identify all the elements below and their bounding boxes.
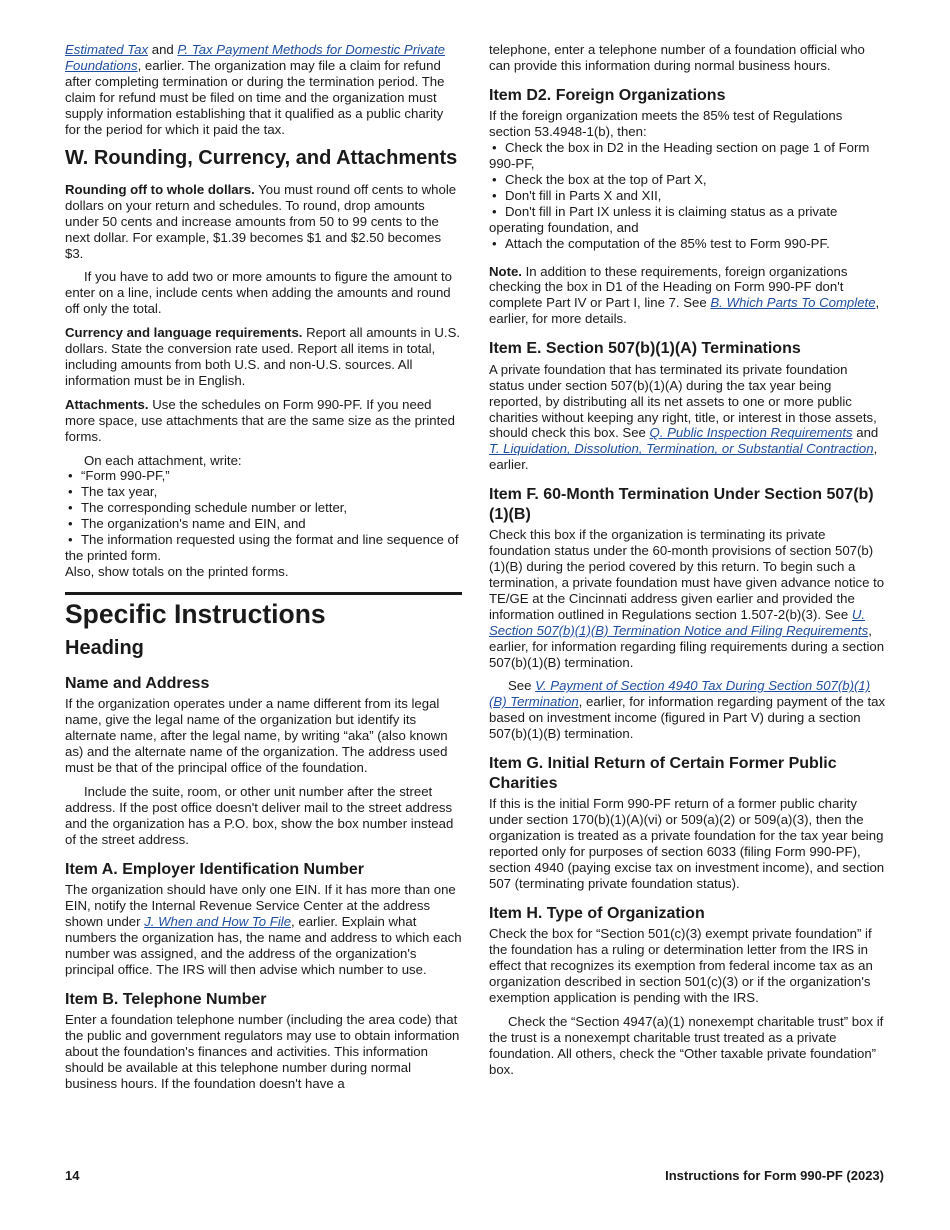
heading-title: Heading xyxy=(65,636,144,659)
link-when-how-to-file[interactable]: J. When and How To File xyxy=(144,913,292,929)
currency-label: Currency and language requirements. xyxy=(65,325,303,341)
item-g-title: Item G. Initial Return of Certain Former Public Charities xyxy=(489,755,837,792)
rounding-paragraph-2: If you have to add two or more amounts to figure the amount to enter on a line, include cents when adding the amounts and round off only the total. xyxy=(65,269,452,317)
list-item: • The organization's name and EIN, and xyxy=(65,516,462,532)
item-h-title: Item H. Type of Organization xyxy=(489,904,705,922)
item-a-paragraph: The organization should have only one EIN. If it has more than one EIN, notify the Internal Revenue Service Center at the address shown under J. When and How To File, earlier. Explain what numbers the organization has, the name and address to which each number was assigned, and the address of the organization's principal office. The IRS will then advise which number to use. xyxy=(65,882,462,977)
item-a-title: Item A. Employer Identification Number xyxy=(65,860,365,878)
rounding-paragraph: Rounding off to whole dollars. You must round off cents to whole dollars on your return and schedules. To round, drop amounts under 50 cents and increase amounts from 50 to 99 cents to the next dollar. For example, $1.39 becomes $1 and $2.50 becomes $3. xyxy=(65,181,457,261)
link-termination-notice[interactable]: U. Section 507(b)(1)(B) Termination Notice and Filing Requirements xyxy=(489,606,869,638)
item-e-title: Item E. Section 507(b)(1)(A) Terminations xyxy=(489,340,801,358)
note-label: Note. xyxy=(489,263,522,279)
attachments-paragraph: Attachments. Use the schedules on Form 990-PF. If you need more space, use attachments that are the same size as the printed forms. xyxy=(65,396,455,444)
section-w-title: W. Rounding, Currency, and Attachments xyxy=(65,147,458,170)
intro-paragraph: Estimated Tax and P. Tax Payment Methods for Domestic Private Foundations, earlier. The organization may file a claim for refund after completing termination or during the termination period. The claim for refund must be filed on time and the organization must supply information establishing that it qualified as a public charity for the period for which it paid the tax. xyxy=(65,42,445,137)
item-e-paragraph: A private foundation that has terminated its private foundation status under section 507(b)(1)(A) during the tax year being reported, by distributing all its net assets to one or more public charities without keeping any right, title, or interest in those assets, should check this box. See Q. Public Inspection Requirements and T. Liquidation, Dissolution, Termination, or Substantial Contraction, earlier. xyxy=(489,361,879,473)
item-h-paragraph-2: Check the “Section 4947(a)(1) nonexempt charitable trust” box if the trust is a nonexempt charitable trust treated as a private foundation. All others, check the “Other taxable private foundation” box. xyxy=(489,1013,884,1077)
link-estimated-tax[interactable]: Estimated Tax xyxy=(65,42,149,57)
attachment-bullet-list xyxy=(65,468,462,563)
page-number: 14 xyxy=(65,1168,80,1183)
item-h-paragraph-1: Check the box for “Section 501(c)(3) exempt private foundation” if the foundation has a ruling or determination letter from the IRS in effect that recognizes its exemption from federal income tax as an organization described in section 501(c)(3) or if the organization's exemption application is pending with the IRS. xyxy=(489,926,873,1005)
note-paragraph: Note. In addition to these requirements, foreign organizations checking the box in D1 of the Heading on Form 990-PF don't complete Part IV or Part I, line 7. See B. Which Parts To Complete, earlier, for more details. xyxy=(489,263,880,327)
link-payment-section-4940[interactable]: V. Payment of Section 4940 Tax During Section 507(b)(1)(B) Termination xyxy=(489,678,871,710)
specific-instructions-title: Specific Instructions xyxy=(65,592,462,629)
link-public-inspection-requirements[interactable]: Q. Public Inspection Requirements xyxy=(649,425,853,441)
left-column xyxy=(65,42,462,1100)
item-b-continued: telephone, enter a telephone number of a foundation official who can provide this information during normal business hours. xyxy=(489,42,865,73)
link-tax-payment-methods[interactable]: P. Tax Payment Methods for Domestic Private Foundations xyxy=(65,42,445,73)
link-which-parts-to-complete[interactable]: B. Which Parts To Complete xyxy=(710,295,876,311)
item-d2-title: Item D2. Foreign Organizations xyxy=(489,86,726,104)
name-address-title: Name and Address xyxy=(65,674,210,692)
item-b-paragraph: Enter a foundation telephone number (including the area code) that the public and government regulators may use to obtain information about the foundation's finances and activities. This information should be available at this telephone number during normal business hours. If the foundation doesn't have a xyxy=(65,1012,460,1091)
item-b-title: Item B. Telephone Number xyxy=(65,990,267,1008)
list-item: • Don't fill in Parts X and XII, xyxy=(489,188,886,204)
list-item: • Attach the computation of the 85% test to Form 990-PF. xyxy=(489,236,886,252)
item-d2-intro: If the foreign organization meets the 85% test of Regulations section 53.4948-1(b), then: xyxy=(489,108,843,140)
list-item: • Don't fill in Part IX unless it is claiming status as a private operating foundation, and xyxy=(489,204,886,236)
list-item: • Check the box at the top of Part X, xyxy=(489,172,886,188)
list-item: • “Form 990-PF,” xyxy=(65,468,462,484)
list-item: • Check the box in D2 in the Heading section on page 1 of Form 990-PF, xyxy=(489,140,886,172)
item-d2-bullet-list xyxy=(489,140,886,251)
item-f-paragraph: Check this box if the organization is terminating its private foundation status under the 60-month provisions of section 507(b)(1)(B) during the period covered by this return. To begin such a termination, a private foundation must have given advance notice to TE/GE at the Cincinnati address given earlier and provided the information outlined in Regulations section 1.507-2(b)(3). See U. Section 507(b)(1)(B) Termination Notice and Filing Requirements, earlier, for information regarding filing requirements during a section 507(b)(1)(B) termination. xyxy=(489,527,885,670)
list-item: • The tax year, xyxy=(65,484,462,500)
currency-paragraph: Currency and language requirements. Report all amounts in U.S. dollars. State the conversion rate used. Report all items in total, including amounts from both U.S. and non-U.S. sources. All information must be in English. xyxy=(65,325,461,388)
right-column xyxy=(489,42,886,1085)
item-g-paragraph: If this is the initial Form 990-PF return of a former public charity under section 170(b)(1)(A)(vi) or 509(a)(2) or 509(a)(3), then the organization is treated as a private foundation for the tax year being reported only for purposes of section 6033 (filing Form 990-PF), section 4940 (paying excise tax on investment income), and section 507 (terminating private foundation status). xyxy=(489,796,885,891)
attachment-also: Also, show totals on the printed forms. xyxy=(65,563,289,579)
document-title: Instructions for Form 990-PF (2023) xyxy=(665,1168,884,1183)
list-item: • The information requested using the format and line sequence of the printed form. xyxy=(65,532,462,564)
list-item: • The corresponding schedule number or letter, xyxy=(65,500,462,516)
name-address-paragraph-2: Include the suite, room, or other unit number after the street address. If the post office doesn't deliver mail to the street address and the organization has a P.O. box, show the box number instead of the street address. xyxy=(65,783,454,847)
name-address-paragraph-1: If the organization operates under a name different from its legal name, give the legal name of the organization but identify its alternate name, after the legal name, by writing “aka” (also known as) and the alternate name of the organization. The address used must be that of the principal office of the foundation. xyxy=(65,696,448,775)
rounding-label: Rounding off to whole dollars. xyxy=(65,181,255,197)
attachment-intro: On each attachment, write: xyxy=(84,452,242,468)
item-f-paragraph-2: See V. Payment of Section 4940 Tax During Section 507(b)(1)(B) Termination, earlier, for information regarding payment of the tax based on investment income (figured in Part V) during a section 507(b)(1)(B) termination. xyxy=(489,678,886,742)
link-liquidation-dissolution[interactable]: T. Liquidation, Dissolution, Termination, or Substantial Contraction xyxy=(489,441,874,457)
attachments-label: Attachments. xyxy=(65,396,149,412)
item-f-title: Item F. 60-Month Termination Under Section 507(b)(1)(B) xyxy=(489,486,874,523)
